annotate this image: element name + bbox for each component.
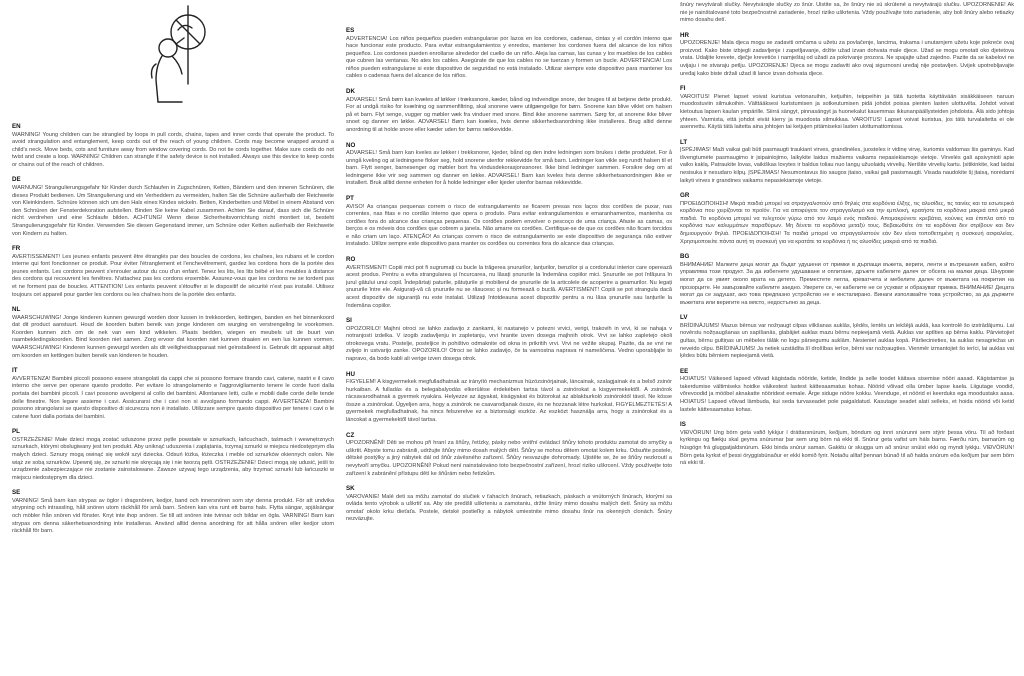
warning-section [680, 85, 1014, 131]
language-code: SK [346, 485, 355, 493]
warning-section [346, 485, 672, 524]
language-code: LV [680, 314, 688, 322]
language-code: LT [680, 138, 688, 146]
warning-text: WARNING! Young children can be strangled by loops in pull cords, chains, tapes and inner cords that operate the product. To avoid strangulation and entanglement, keep cords out of the reach of young children. Cords may become wrapped around a child's neck. Move beds, cots and furniture away from window covering cords. Do not tie cords together. Make sure cords do not twist and create a loop. WARNING! Children can strangle if the safety device is not installed. Always use this device to keep cords or chains out of the reach of children. [12, 131, 334, 168]
warning-section [680, 2, 1014, 25]
language-code: DE [12, 176, 21, 184]
language-code: NO [346, 141, 356, 149]
warning-section [680, 253, 1014, 307]
warning-text: šnúry nevytvárali slučky. Nevytvárajte slučky zo šnúr. Uistite sa, že šnúry nie sú skrútené a nevytvárajú slučku. UPOZORNENIE! Ak nie je nainštalované toto bezpečnostné zariadenie, hrozí riziko uškrtenia. Vždy používajte toto zariadenie, aby boli šnúry alebo retiazky mimo dosahu detí. [680, 2, 1014, 24]
language-code: DK [346, 88, 355, 96]
language-code: IT [12, 367, 18, 375]
warning-section [12, 489, 334, 535]
language-code: SE [12, 489, 21, 497]
warning-section [346, 371, 672, 425]
warning-text: AVVERTENZA! Bambini piccoli possono essere strangolati da cappi che si possono formare tirando cavi, catene, nastri e il cavo interno che serve per operare questo prodotto. Per evitare lo strangolamento e l'aggrovigliamento tenere le corde fuori dalla portata dei bambini piccoli. I cavi possono avvolgersi al collo dei bambini. Allontanare letti, culle e mobili dalle corde delle tende delle finestre. Non legare assieme i cavi. Assicurarsi che i cavi non si avvolgano formando cappi. AVVERTENZA! Bambini possono strangolarsi se questo dispositivo di sicurezza non è installato. Utilizzare sempre questo dispositivo per tenere i cavi o le catene fuori dalla portata dei bambini. [12, 375, 334, 420]
language-code: HU [346, 370, 355, 378]
warning-section [680, 421, 1014, 467]
language-code: ES [346, 27, 355, 34]
warning-text: BRĪDINĀJUMS! Mazus bērnus var nožņaugt cilpas vilkšanas auklās, ķēdēs, lentēs un iekšējā auklā, kas kontrolē šo izstrādājumu. Lai novērstu nožņaugšanas un sapīšanās, glabājiet auklas mazu bērnu nepieejamā vietā. Auklas var aptīties ap bērna kaklu. Pārvietojiet gultas, bērnu gultiņas un mēbeles tālāk no logu pārsegumu auklām. Nesieniet auklas kopā. Pārliecinieties, ka auklas nesagriežas un neveido cilpu. BRĪDINĀJUMS! Ja netiek uzstādīta šī drošības ierīce, bērni var nožņaugties. Vienmēr izmantojiet šo ierīci, lai auklas vai ķēdes būtu bērniem nepieejamā vietā. [680, 322, 1014, 360]
warning-text: HOIATUS! Väikesed lapsed võivad kägistada nööride, ketide, lindide ja selle toodet käitava sisemise nööri aasad. Kägistamise ja takerdumise vältimiseks hoidke väikestest lastest kättesaamatus kohas. Nöörid võivad olla ümber lapse kaela. Liigutage voodid, võrevoodid ja mööbel aknakatte nööridest eemale. Ärge siduge nööre kokku. Veenduge, et nöörid ei keerduks ega moodustaks aasa. HOIATUS! Lapsed võivad lämbuda, kui seda turvaseadet pole paigaldatud. Kasutage seadet alati selleks, et hoida nöörid või ketid lastele kättesaamatus kohas. [680, 376, 1014, 413]
language-code: HR [680, 31, 689, 39]
warning-section [346, 432, 672, 478]
warning-text: AVERTISMENT! Copiii mici pot fi sugrumați cu bucle la trăgerea șnururilor, lanțurilor, benzilor și a cordonului interior care operează acest produs. Pentru a evita strangularea și încurcarea, nu lăsați șnururile la îndemâna copiilor mici. Șnururile se pot înfășura în jurul gâtului unui copil. Îndepărtați paturile, pătuțurile și mobilierul de șnururile de la articolele de acoperire a geamurilor. Nu legați șnururile între ele. Asigurați-vă că șnururile nu se răsucesc și nu formează o buclă. AVERTISMENT! Copiii se pot strangula dacă acest dispozitiv de siguranță nu este instalat. Utilizați întotdeauna acest dispozitiv pentru a nu lăsa șnururile sau lanțurile la îndemâna copiilor. [346, 264, 672, 309]
warning-section [346, 256, 672, 310]
warning-text: VIÐVÖRUN! Ung börn geta vafið lykkjur í dráttarsnúrum, keðjum, böndum og innri snúrunni sem stýrir þessa vöru. Til að forðast kyrkingu og flækju skal geyma snúrurnar þar sem ung börn ná ekki til. Snúrur geta vafist um háls barns. Færðu rúm, barnarúm og húsgögn frá gluggatjaldsnúrum. Ekki binda snúrur saman. Gakktu úr skugga um að snúrur snúist ekki og myndi lykkju. VIÐVÖRUN! Börn geta kyrkst ef þessi öryggisbúnaður er ekki komið fyrir. Notaðu alltaf þennan búnað til að halda snúrum eða keðjum þar sem börn ná ekki til. [680, 429, 1014, 467]
warning-text: ΠΡΟΕΙΔΟΠΟΙΗΣΗ! Μικρά παιδιά μπορεί να στραγγαλιστούν από θηλιές στα κορδόνια έλξης, τις αλυσίδες, τις ταινίες και τα εσωτερικά κορδόνια που χειρίζονται το προϊόν. Για να αποφύγετε τον στραγγαλισμό και την εμπλοκή, κρατήστε τα κορδόνια μακριά από μικρά παιδιά. Τα κορδόνια μπορεί να τυλιχτούν γύρω από τον λαιμό ενός παιδιού. Απομακρύνετε κρεβάτια, κούνιες και έπιπλα από τα κορδόνια των καλυμμάτων παραθύρων. Μη δένετε τα κορδόνια μεταξύ τους. Βεβαιωθείτε ότι τα κορδόνια δεν στρίβουν και δεν δημιουργούν θηλιά. ΠΡΟΕΙΔΟΠΟΙΗΣΗ! Τα παιδιά μπορεί να στραγγαλιστούν εάν δεν είναι τοποθετημένη η συσκευή ασφαλείας. Χρησιμοποιείτε πάντα αυτή τη συσκευή για να κρατάτε τα κορδόνια ή τις αλυσίδες μακριά από τα παιδιά. [680, 200, 1014, 245]
warning-section [12, 245, 334, 299]
warning-text: WARNUNG! Strangulierungsgefahr für Kinder durch Schlaufen in Zugschnüren, Ketten, Bändern und den inneren Schnüren, die dieses Produkt bedienen. Um Strangulierung und ein Verheddern zu vermeiden, halten Sie die Schnüre außerhalb der Reichweite von Kleinkindern. Schnüre können sich um den Hals eines Kindes wickeln. Betten, Kinderbetten und Möbel in einem Abstand von den Schnüren der Fensterdekoration aufstellen. Binden Sie keine Kabel zusammen. Achten Sie darauf, dass sich die Schnüre nicht verdrehen und eine Schlaufe bilden. ACHTUNG! Wenn diese Sicherheitsvorrichtung nicht montiert ist, besteht Strangulierungsgefahr für Kinder. Verwenden Sie diesen Gegenstand immer, um Schnüre oder Ketten außerhalb der Reichweite von Kindern zu halten. [12, 184, 334, 237]
language-code: PT [346, 195, 354, 202]
column-middle [346, 27, 672, 676]
warning-section [346, 27, 672, 81]
warning-section [346, 317, 672, 363]
language-code: PL [12, 428, 20, 436]
warning-text: AVERTISSEMENT! Les jeunes enfants peuvent être étranglés par des boucles de cordons, les chaînes, les rubans et le cordon interne qui font fonctionner ce produit. Pour éviter l'étranglement et l'enchevêtrement, gardez les cordons hors de la portée des jeunes enfants. Les cordons peuvent s'enrouler autour du cou d'un enfant. Tenez les lits, les lits bébé et les meubles à distance des cordons qui recouvrent les fenêtres. N'attachez pas les cordons ensemble. Assurez-vous que les cordons ne se tordent pas et ne forment pas de boucles. ATTENTION! Les enfants peuvent s'étouffer si le dispositif de sécurité n'est pas installé. Utilisez toujours cet appareil pour garder les cordons ou les chaînes hors de la portée des enfants. [12, 253, 334, 298]
warning-text: OSTRZEŻENIE! Małe dzieci mogą zostać uduszone przez pętle powstałe w sznurkach, łańcuchach, taśmach i wewnętrznych sznurkach, którymi obsługiwany jest ten produkt. Aby uniknąć uduszenia i zaplątania, trzymaj sznurki w miejscu niedostępnym dla małych dzieci. Sznury mogą owinąć się wokół szyi dziecka. Odsuń łóżka, łóżeczka i meble od sznurków okiennych osłon. Nie wiąż ze sobą sznurków. Upewnij się, że sznurki nie skręcają się i nie tworzą pętli. OSTRZEŻENIE! Dzieci mogą się udusić, jeśli to urządzenie zabezpieczające nie zostanie zainstalowane. Zawsze używaj tego urządzenia, aby trzymać sznurki lub łańcuszki w miejscu niedostępnym dla dzieci. [12, 436, 334, 481]
language-code: SI [346, 317, 352, 325]
warning-section [12, 306, 334, 360]
child-pulling-cord-illustration [110, 4, 230, 114]
warning-text: FIGYELEM! A kisgyermekek megfulladhatnak az irányító mechanizmus húzózsinórjainak, láncainak, szalagjainak és a belső zsinór hurkaiban. A fulladás és a belegabalyodás elkerülése érdekében tartsa távol a zsinórokat a kisgyermekektől. A zsinórok rácsavarodhatnak a gyermek nyakára. Helyezze az ágyakat, kiságyakat és bútorokat az ablakburkoló zsinóroktól távol. Ne kösse össze a zsinórokat. Ügyeljen arra, hogy a zsinórok ne csavarodjanak össze, és ne hozzanak létre hurkokat. FIGYELMEZTETÉS! A gyermekek megfulladhatnak, ha nincs felszerelve ez a biztonsági eszköz. Az eszközt használja arra, hogy a zsinórokat és a láncokat a gyermekektől távol tartsa. [346, 379, 672, 424]
language-code: FI [680, 85, 686, 93]
language-code: BG [680, 253, 690, 261]
warning-text: OPOZORILO! Majhni otroci se lahko zadavijo z zankami, ki nastanejo v potezni vrvici, verigi, trakovih in vrvi, ki se nahaja v notranjosti izdelka. V izogib zadavljenju in zapletanju, vrvi hranite izven dosega majhnih otrok. Vrvi se lahko zapletejo okoli otrokovega vratu. Postelje, posteljice in pohištvo odmaknite od okna in prikritih vrvi. Vrvi ne vežite skupaj. Pazite, da se vrvi ne zvijejo in ustvarijo zanke. OPOZORILO! Otroci se lahko zadavijo, če ta varnostna naprava ni nameščena. Vedno uporabljajte to napravo, da bodo kabli ali verige izven dosega otrok. [346, 325, 672, 362]
language-code: GR [680, 192, 690, 200]
warning-section [12, 123, 334, 169]
language-code: RO [346, 256, 356, 264]
warning-section [346, 195, 672, 249]
language-code: IS [680, 421, 686, 429]
warning-text: ADVARSEL! Små børn kan kvæles af løkker i trækssnore, kæder, bånd og indvendige snore, der bruges til at betjene dette produkt. For at undgå risiko for kvælning og sammenfiltring, skal snorene være utilgængelige for børn. Snorene kan blive viklet om halsen på et barn. Flyt senge, vugger og møbler væk fra vinduer med snore. Bind ikke snorene sammen. Sørg for, at snorene ikke bliver snoet og danner en løkke. ADVARSEL! Børn kan kvæles, hvis denne sikkerhedsanordning ikke installeres. Brug altid denne anordning til at holde snore eller kæder uden for børns rækkevidde. [346, 96, 672, 133]
warning-text: AVISO! As crianças pequenas correm o risco de estrangulamento se ficarem presas nos laços dos cordões de puxar, nas correntes, nas fitas e no cordão interno que opera o produto. Para evitar estrangulamentos e emaranhamentos, mantenha os cordões fora do alcance das crianças pequenas. Os cordões podem envolver o pescoço de uma criança. Afaste as camas, os berços e os móveis dos cordões que cobrem a janela. Não amarre os cordões. Certifique-se de que os cordões não ficam torcidos e não criam um laço. ATENÇÃO! As crianças correm o risco de estrangulamento se este dispositivo de segurança não estiver instalado. Utilize sempre este dispositivo para manter os cordões ou correntes fora do alcance das crianças. [346, 203, 672, 248]
warning-text: ВНИМАНИЕ! Малките деца могат да бъдат удушени от примки в дърпащи въжета, вериги, ленти и вътрешния кабел, който управлява този продукт. За да избегнете удушаване и оплитане, дръжте кабелите далеч от обсега на малки деца. Шнурове могат да се увият около врата на детето. Преместете легла, креватчета и мебелите далеч от въжетата на покрития на прозорците. Не завързвайте кабелите заедно. Уверете се, че кабелите не се усукват и образуват примка. ВНИМАНИЕ! Децата могат да се задушат, ако това предпазно устройство не е инсталирано. Винаги използвайте това устройство, за да държите въжетата или веригите на място, недостъпно за деца. [680, 261, 1014, 306]
language-code: EN [12, 123, 21, 130]
warning-section [12, 367, 334, 421]
column-left [12, 123, 334, 676]
warning-text: ADVARSEL! Små barn kan kveles av løkker i trekksnorer, kjeder, bånd og den indre ledningen som brukes i dette produktet. For å unngå kveling og at ledningene floker seg, hold snorene utenfor rekkevidde for små barn. Ledninger kan vikle seg rundt halsen til et barn. Flytt senger, barnesenger og møbler bort fra vindusdekorasjonssnorer. Ikke bind ledninger sammen. Forsikre deg om at ledningene ikke vrir seg sammen og danner en løkke. ADVARSEL! Barn kan kveles hvis denne sikkerhetsanordningen ikke er installert. Bruk alltid denne enheten for å holde ledninger eller kjeder utenfor barnas rekkevidde. [346, 150, 672, 187]
warning-section [12, 176, 334, 238]
language-code: FR [12, 245, 21, 253]
language-code: EE [680, 367, 689, 375]
warning-section [12, 428, 334, 482]
warning-text: ĮSPĖJIMAS! Maži vaikai gali būti pasmaugti traukiant virves, grandinėles, juosteles ir vidinę virvę, kuriomis valdomas šis gaminys. Kad išvengtumėte pasmaugimo ir įsipainiojimo, laikykite laidus mažiems vaikams nepasiekiamoje vietoje. Virvelės gali apsivynioti apie vaiko kaklą. Patraukite lovas, vaikiškas lovytes ir baldus toliau nuo langų užuolaidų virvelių. Nerišite virvelių kartu. Įsitikinkite, kad laidai nesisuka ir nesudaro kilpų. ĮSPĖJIMAS! Nesumontavus šio saugos įtaiso, vaikai gali pasismaugti. Visada naudokite šį įtaisą, norėdami laikyti virves ir grandines vaikams nepasiekiamoje vietoje. [680, 147, 1014, 184]
warning-text: VARNING! Små barn kan strypas av öglor i dragsnören, kedjor, band och innersnören som styr denna produkt. För att undvika strypning och intrassling, håll snören utom räckhåll för små barn. Snören kan vira runt ett barns hals. Flytta sängar, spjälsängar och möbler från snören vid fönster. Knyt inte ihop snören. Se till att snören inte tvinnar och bildar en ögla. VARNING! Barn kan strypas om denna säkerhetsanordning inte installeras. Använd alltid denna anordning för att hålla snören eller kedjor utom räckhåll för barn. [12, 497, 334, 535]
language-code: NL [12, 306, 21, 314]
warning-section [346, 142, 672, 188]
language-code: CZ [346, 431, 355, 439]
column-right [680, 2, 1014, 676]
warning-text: WAARSCHUWING! Jonge kinderen kunnen gewurgd worden door lussen in trekkoorden, kettingen, banden en het binnenkoord dat dit product aanstuurt. Houd de koorden buiten bereik van jonge kinderen om wurging en verstrengeling te voorkomen. Koorden kunnen zich om de nek van een kind wikkelen. Plaats bedden, wiegen en meubels uit de buurt van raambekledingskoorden. Bind koorden niet samen. Zorg ervoor dat koorden niet kunnen draaien en een lus kunnen vormen. WAARSCHUWING! Kinderen kunnen gewurgd worden als dit veiligheidsapparaat niet geïnstalleerd is. Gebruik dit apparaat altijd om koorden en kettingen buiten bereik van kinderen te houden. [12, 314, 334, 359]
warning-text: UPOZORNĚNÍ! Děti se mohou při hraní za šňůry, řetízky, pásky nebo vnitřní ovládací šňůry tohoto produktu zamotat do smyčky a uškrtit. Abyste tomu zabránili, udržujte šňůry mimo dosah malých dětí. Šňůry se mohou dětem omotat kolem krku. Odsuňte postele, dětské postýlky a jiný nábytek dál od šňůr závěsného zařízení. Šňůry nesvazujte dohromady. Ujistěte se, že se šňůry nezkroutí a nevytvoří smyčku. UPOZORNĚNÍ! Pokud není nainstalováno toto bezpečnostní zařízení, hrozí riziko uškrcení. Vždy používejte toto zařízení k zabránění přístupu dětí ke šňůrám nebo řetízkům. [346, 440, 672, 477]
warning-section [680, 314, 1014, 360]
warning-section [680, 139, 1014, 185]
warning-text: VAROVANIE! Malé deti sa môžu zamotať do slučiek v ťahacích šnúrach, retiazkach, páskach a vnútorných šnúrach, ktorými sa ovláda tento výrobok a uškrtiť sa. Aby ste predišli uškrteniu a zamotaniu, držte šnúry mimo dosahu malých detí. Šnúry sa môžu omotať okolo krku dieťaťa. Postele, detské postieľky a nábytok umiestnite mimo dosahu šnúr na okenných clonách. Šnúry nezväzujte. [346, 493, 672, 523]
warning-section [346, 88, 672, 134]
warning-section [680, 32, 1014, 78]
warning-text: UPOZORENJE! Mala djeca mogu se zadaviti omčama u užetu za povlačenje, lancima, trakama i unutarnjem užetu koje pokreće ovaj proizvod. Kako biste izbjegli zadavljenje i zapetljavanje, držite užad izvan dohvata male djece. Užad se mogu omotati oko djetetova vrata. Udaljite krevete, dječje krevetiće i namještaj od užadi za pokrivanje prozora. Ne spajajte užad zajedno. Pazite da se kabelovi ne uvijaju i ne stvaraju petlju. UPOZORENJE! Djeca se mogu zadaviti ako ovaj sigurnosni uređaj nije postavljen. Uvijek upotrebljavajte uređaj kako biste držali užad ili lance izvan dohvata djece. [680, 40, 1014, 77]
warning-text: ADVERTENCIA! Los niños pequeños pueden estrangularse por lazos en los cordones, cadenas, cintas y el cordón interno que hace funcionar este producto. Para evitar estrangulamientos y enredos, mantener los cordones fuera del alcance de los niños pequeños. Los cordones pueden enrollarse alrededor del cuello de un niño. Aleja las camas, las cunas y los muebles de los cables que cubren las ventanas. No ates los cables. Asegúrate de que los cables no se tuerzan y formen un bucle. ADVERTENCIA! Los niños pueden estrangularse si este dispositivo de seguridad no está instalado. Utilizar siempre este dispositivo para mantener los cables o cadenas fuera del alcance de los niños. [346, 35, 672, 80]
warning-section [680, 192, 1014, 246]
warning-text: VAROITUS! Pienet lapset voivat kuristua vetonaruihin, ketjuihin, teippeihin ja tätä tuotetta käyttävään sisäkkäiseen naruun muodostuviin silmukoihin. Välttääksesi kuristumisen ja sotkeutumisen pidä johdot poissa pienten lasten ulottuvilta. Johdot voivat kietoutua lapsen kaulan ympärille. Siirrä sängyt, pinnasängyt ja huonekalut kauemmas ikkunanpäällysteiden johdoista. Älä sido johtoja yhteen. Varmista, että johdot eivät kierry ja muodosta silmukkaa. VAROITUS! Lapset voivat kuristua, jos tätä turvalaitetta ei ole asennettu. Käytä tätä laitetta aina johtojen tai ketjujen pitämiseksi lasten ulottumattomissa. [680, 93, 1014, 131]
warning-section [680, 368, 1014, 414]
